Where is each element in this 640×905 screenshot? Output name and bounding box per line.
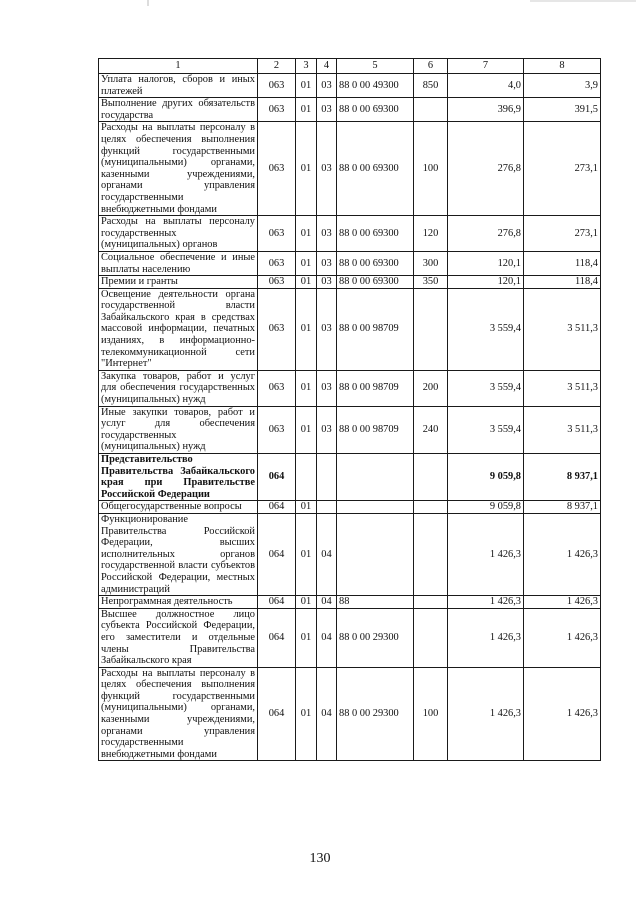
cell-name: Уплата налогов, сборов и иных платежей bbox=[99, 74, 258, 98]
cell-amount-year-2: 1 426,3 bbox=[524, 608, 601, 667]
cell-name: Высшее должностное лицо субъекта Российской Федерации, его заместители и отдельные члены Правительства Забайкальского края bbox=[99, 608, 258, 667]
table-row bbox=[99, 667, 601, 761]
table-row bbox=[99, 251, 601, 275]
cell-amount-year-2: 273,1 bbox=[524, 122, 601, 216]
cell-ministry-code: 064 bbox=[258, 608, 296, 667]
cell-subsection-code: 03 bbox=[317, 406, 337, 453]
cell-target-code: 88 0 00 69300 bbox=[337, 98, 414, 122]
cell-amount-year-1: 120,1 bbox=[448, 276, 524, 289]
cell-amount-year-1: 1 426,3 bbox=[448, 513, 524, 595]
cell-section-code: 01 bbox=[296, 406, 317, 453]
table-row bbox=[99, 454, 601, 501]
cell-ministry-code: 063 bbox=[258, 251, 296, 275]
cell-amount-year-1: 4,0 bbox=[448, 74, 524, 98]
cell-expense-type-code bbox=[414, 596, 448, 609]
cell-expense-type-code: 850 bbox=[414, 74, 448, 98]
cell-amount-year-1: 396,9 bbox=[448, 98, 524, 122]
cell-ministry-code: 064 bbox=[258, 667, 296, 761]
cell-amount-year-2: 3 511,3 bbox=[524, 370, 601, 406]
cell-subsection-code: 03 bbox=[317, 122, 337, 216]
cell-expense-type-code bbox=[414, 288, 448, 370]
table-row bbox=[99, 74, 601, 98]
cell-section-code bbox=[296, 454, 317, 501]
cell-name: Закупка товаров, работ и услуг для обеспечения государственных (муниципальных) нужд bbox=[99, 370, 258, 406]
cell-subsection-code: 03 bbox=[317, 370, 337, 406]
cell-expense-type-code: 240 bbox=[414, 406, 448, 453]
cell-amount-year-1: 276,8 bbox=[448, 122, 524, 216]
cell-amount-year-2: 1 426,3 bbox=[524, 667, 601, 761]
cell-amount-year-2: 3 511,3 bbox=[524, 406, 601, 453]
cell-ministry-code: 064 bbox=[258, 454, 296, 501]
cell-subsection-code: 03 bbox=[317, 276, 337, 289]
header-col-6: 6 bbox=[414, 59, 448, 74]
cell-ministry-code: 063 bbox=[258, 288, 296, 370]
cell-section-code: 01 bbox=[296, 216, 317, 252]
cell-target-code: 88 0 00 98709 bbox=[337, 406, 414, 453]
table-row bbox=[99, 370, 601, 406]
cell-ministry-code: 063 bbox=[258, 98, 296, 122]
header-col-2: 2 bbox=[258, 59, 296, 74]
cell-ministry-code: 064 bbox=[258, 501, 296, 514]
cell-section-code: 01 bbox=[296, 513, 317, 595]
cell-target-code: 88 bbox=[337, 596, 414, 609]
cell-amount-year-1: 1 426,3 bbox=[448, 608, 524, 667]
cell-section-code: 01 bbox=[296, 370, 317, 406]
budget-table bbox=[98, 58, 601, 761]
cell-target-code: 88 0 00 98709 bbox=[337, 370, 414, 406]
cell-section-code: 01 bbox=[296, 276, 317, 289]
cell-target-code bbox=[337, 513, 414, 595]
cell-amount-year-1: 9 059,8 bbox=[448, 454, 524, 501]
cell-amount-year-2: 273,1 bbox=[524, 216, 601, 252]
cell-subsection-code bbox=[317, 501, 337, 514]
cell-section-code: 01 bbox=[296, 667, 317, 761]
page-number: 130 bbox=[309, 851, 331, 866]
cell-name: Выполнение других обязательств государства bbox=[99, 98, 258, 122]
cell-expense-type-code bbox=[414, 513, 448, 595]
cell-ministry-code: 063 bbox=[258, 122, 296, 216]
cell-subsection-code: 04 bbox=[317, 513, 337, 595]
cell-target-code: 88 0 00 69300 bbox=[337, 276, 414, 289]
cell-name: Расходы на выплаты персоналу в целях обеспечения выполнения функций государственными (муниципальными) органами, казенными учреждениями, органами управления государственными внебюджетными фондами bbox=[99, 122, 258, 216]
header-row bbox=[99, 59, 601, 74]
header-col-4: 4 bbox=[317, 59, 337, 74]
cell-target-code: 88 0 00 49300 bbox=[337, 74, 414, 98]
cell-section-code: 01 bbox=[296, 608, 317, 667]
cell-name: Освещение деятельности органа государственной власти Забайкальского края в средствах массовой информации, печатных изданиях, в информационно-телекоммуникационной сети "Интернет" bbox=[99, 288, 258, 370]
cell-subsection-code: 03 bbox=[317, 288, 337, 370]
table-row bbox=[99, 596, 601, 609]
cell-ministry-code: 064 bbox=[258, 596, 296, 609]
cell-section-code: 01 bbox=[296, 122, 317, 216]
cell-target-code: 88 0 00 98709 bbox=[337, 288, 414, 370]
cell-amount-year-2: 118,4 bbox=[524, 276, 601, 289]
cell-target-code: 88 0 00 29300 bbox=[337, 608, 414, 667]
cell-ministry-code: 063 bbox=[258, 74, 296, 98]
cell-expense-type-code: 200 bbox=[414, 370, 448, 406]
cell-name: Представительство Правительства Забайкальского края при Правительстве Российской Федерации bbox=[99, 454, 258, 501]
cell-subsection-code: 03 bbox=[317, 216, 337, 252]
table-header bbox=[99, 59, 601, 74]
cell-amount-year-2: 1 426,3 bbox=[524, 596, 601, 609]
cell-name: Общегосударственные вопросы bbox=[99, 501, 258, 514]
cell-target-code bbox=[337, 454, 414, 501]
cell-target-code: 88 0 00 69300 bbox=[337, 251, 414, 275]
table-row bbox=[99, 276, 601, 289]
cell-section-code: 01 bbox=[296, 288, 317, 370]
cell-name: Функционирование Правительства Российской Федерации, высших исполнительных органов государственной власти субъектов Российской Федерации, местных администраций bbox=[99, 513, 258, 595]
header-col-1: 1 bbox=[99, 59, 258, 74]
cell-expense-type-code: 300 bbox=[414, 251, 448, 275]
cell-target-code: 88 0 00 29300 bbox=[337, 667, 414, 761]
cell-subsection-code: 04 bbox=[317, 596, 337, 609]
table-row bbox=[99, 513, 601, 595]
cell-expense-type-code: 120 bbox=[414, 216, 448, 252]
cell-amount-year-1: 3 559,4 bbox=[448, 406, 524, 453]
cell-expense-type-code bbox=[414, 98, 448, 122]
cell-amount-year-2: 8 937,1 bbox=[524, 501, 601, 514]
cell-target-code: 88 0 00 69300 bbox=[337, 122, 414, 216]
header-col-3: 3 bbox=[296, 59, 317, 74]
cell-name: Иные закупки товаров, работ и услуг для обеспечения государственных (муниципальных) нужд bbox=[99, 406, 258, 453]
cell-expense-type-code: 350 bbox=[414, 276, 448, 289]
header-col-5: 5 bbox=[337, 59, 414, 74]
header-col-8: 8 bbox=[524, 59, 601, 74]
cell-amount-year-2: 3,9 bbox=[524, 74, 601, 98]
cell-amount-year-1: 3 559,4 bbox=[448, 370, 524, 406]
cell-section-code: 01 bbox=[296, 596, 317, 609]
header-col-7: 7 bbox=[448, 59, 524, 74]
cell-amount-year-1: 1 426,3 bbox=[448, 667, 524, 761]
cell-amount-year-1: 1 426,3 bbox=[448, 596, 524, 609]
table-row bbox=[99, 216, 601, 252]
cell-ministry-code: 063 bbox=[258, 406, 296, 453]
cell-name: Социальное обеспечение и иные выплаты населению bbox=[99, 251, 258, 275]
cell-subsection-code: 03 bbox=[317, 74, 337, 98]
cell-ministry-code: 063 bbox=[258, 370, 296, 406]
cell-amount-year-2: 8 937,1 bbox=[524, 454, 601, 501]
table-row bbox=[99, 122, 601, 216]
cell-ministry-code: 063 bbox=[258, 276, 296, 289]
cell-expense-type-code: 100 bbox=[414, 122, 448, 216]
cell-amount-year-1: 120,1 bbox=[448, 251, 524, 275]
cell-expense-type-code: 100 bbox=[414, 667, 448, 761]
cell-subsection-code: 04 bbox=[317, 667, 337, 761]
cell-target-code: 88 0 00 69300 bbox=[337, 216, 414, 252]
cell-subsection-code: 04 bbox=[317, 608, 337, 667]
table-row bbox=[99, 501, 601, 514]
table-body bbox=[99, 74, 601, 761]
cell-expense-type-code bbox=[414, 454, 448, 501]
cell-expense-type-code bbox=[414, 608, 448, 667]
cell-amount-year-2: 118,4 bbox=[524, 251, 601, 275]
cell-amount-year-1: 3 559,4 bbox=[448, 288, 524, 370]
cell-target-code bbox=[337, 501, 414, 514]
cell-subsection-code: 03 bbox=[317, 251, 337, 275]
cell-name: Премии и гранты bbox=[99, 276, 258, 289]
cell-amount-year-1: 9 059,8 bbox=[448, 501, 524, 514]
cell-subsection-code bbox=[317, 454, 337, 501]
table-row bbox=[99, 288, 601, 370]
cell-section-code: 01 bbox=[296, 501, 317, 514]
cell-amount-year-2: 391,5 bbox=[524, 98, 601, 122]
cell-name: Расходы на выплаты персоналу в целях обеспечения выполнения функций государственными (муниципальными) органами, казенными учреждениями, органами управления государственными внебюджетными фондами bbox=[99, 667, 258, 761]
table-row bbox=[99, 406, 601, 453]
cell-ministry-code: 064 bbox=[258, 513, 296, 595]
cell-name: Расходы на выплаты персоналу государственных (муниципальных) органов bbox=[99, 216, 258, 252]
cell-section-code: 01 bbox=[296, 251, 317, 275]
cell-expense-type-code bbox=[414, 501, 448, 514]
table-row bbox=[99, 608, 601, 667]
cell-amount-year-2: 1 426,3 bbox=[524, 513, 601, 595]
table-row bbox=[99, 98, 601, 122]
cell-amount-year-1: 276,8 bbox=[448, 216, 524, 252]
cell-section-code: 01 bbox=[296, 98, 317, 122]
cell-amount-year-2: 3 511,3 bbox=[524, 288, 601, 370]
cell-name: Непрограммная деятельность bbox=[99, 596, 258, 609]
cell-subsection-code: 03 bbox=[317, 98, 337, 122]
cell-section-code: 01 bbox=[296, 74, 317, 98]
cell-ministry-code: 063 bbox=[258, 216, 296, 252]
